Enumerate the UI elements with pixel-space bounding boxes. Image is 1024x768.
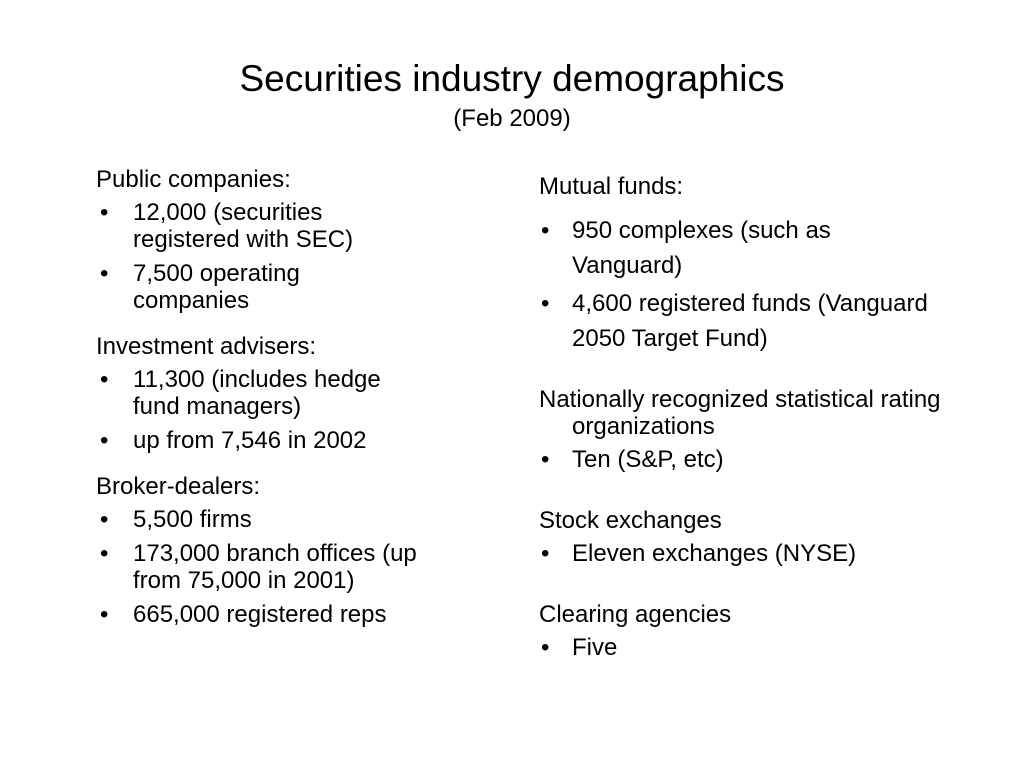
section-heading: Stock exchanges xyxy=(539,507,722,534)
section-heading: Nationally recognized statistical rating organizations xyxy=(539,386,941,440)
bullet-list xyxy=(539,213,999,356)
bullet-list xyxy=(96,199,496,314)
section-public-companies xyxy=(96,166,496,314)
section-broker-dealers xyxy=(96,473,496,628)
section-stock-exchanges xyxy=(539,507,999,567)
bullet-item: • 5,500 firms xyxy=(96,506,463,533)
bullet-list xyxy=(96,506,496,628)
right-column xyxy=(539,172,999,661)
section-heading: Clearing agencies xyxy=(539,601,732,628)
section-clearing-agencies xyxy=(539,601,999,661)
bullet-item: • 173,000 branch offices (up from 75,000 in 2001) xyxy=(96,540,448,594)
bullet-item: • Eleven exchanges (NYSE) xyxy=(539,540,999,567)
bullet-list xyxy=(539,634,999,661)
bullet-item: • Five xyxy=(539,634,999,661)
bullet-item: • 7,500 operating companies xyxy=(96,260,363,314)
slide-title: Securities industry demographics xyxy=(239,58,785,99)
bullet-item: • up from 7,546 in 2002 xyxy=(96,427,463,454)
bullet-item: • 4,600 registered funds (Vanguard 2050 Target Fund) xyxy=(539,286,982,356)
slide-subtitle: (Feb 2009) xyxy=(453,105,571,132)
section-investment-advisers xyxy=(96,333,496,454)
bullet-item: • 665,000 registered reps xyxy=(96,601,478,628)
bullet-list xyxy=(539,540,999,567)
bullet-item: • 11,300 (includes hedge fund managers) xyxy=(96,366,433,420)
section-heading: Public companies: xyxy=(96,166,291,193)
bullet-list xyxy=(96,366,496,454)
bullet-list xyxy=(539,446,999,473)
bullet-item: • 950 complexes (such as Vanguard) xyxy=(539,213,892,283)
left-column xyxy=(96,166,496,647)
bullet-item: • Ten (S&P, etc) xyxy=(539,446,999,473)
bullet-item: • 12,000 (securities registered with SEC) xyxy=(96,199,363,253)
section-heading: Investment advisers: xyxy=(96,333,317,360)
section-heading: Broker-dealers: xyxy=(96,473,261,500)
section-mutual-funds xyxy=(539,172,999,356)
section-nrsro xyxy=(539,386,999,473)
section-heading: Mutual funds: xyxy=(539,173,684,200)
